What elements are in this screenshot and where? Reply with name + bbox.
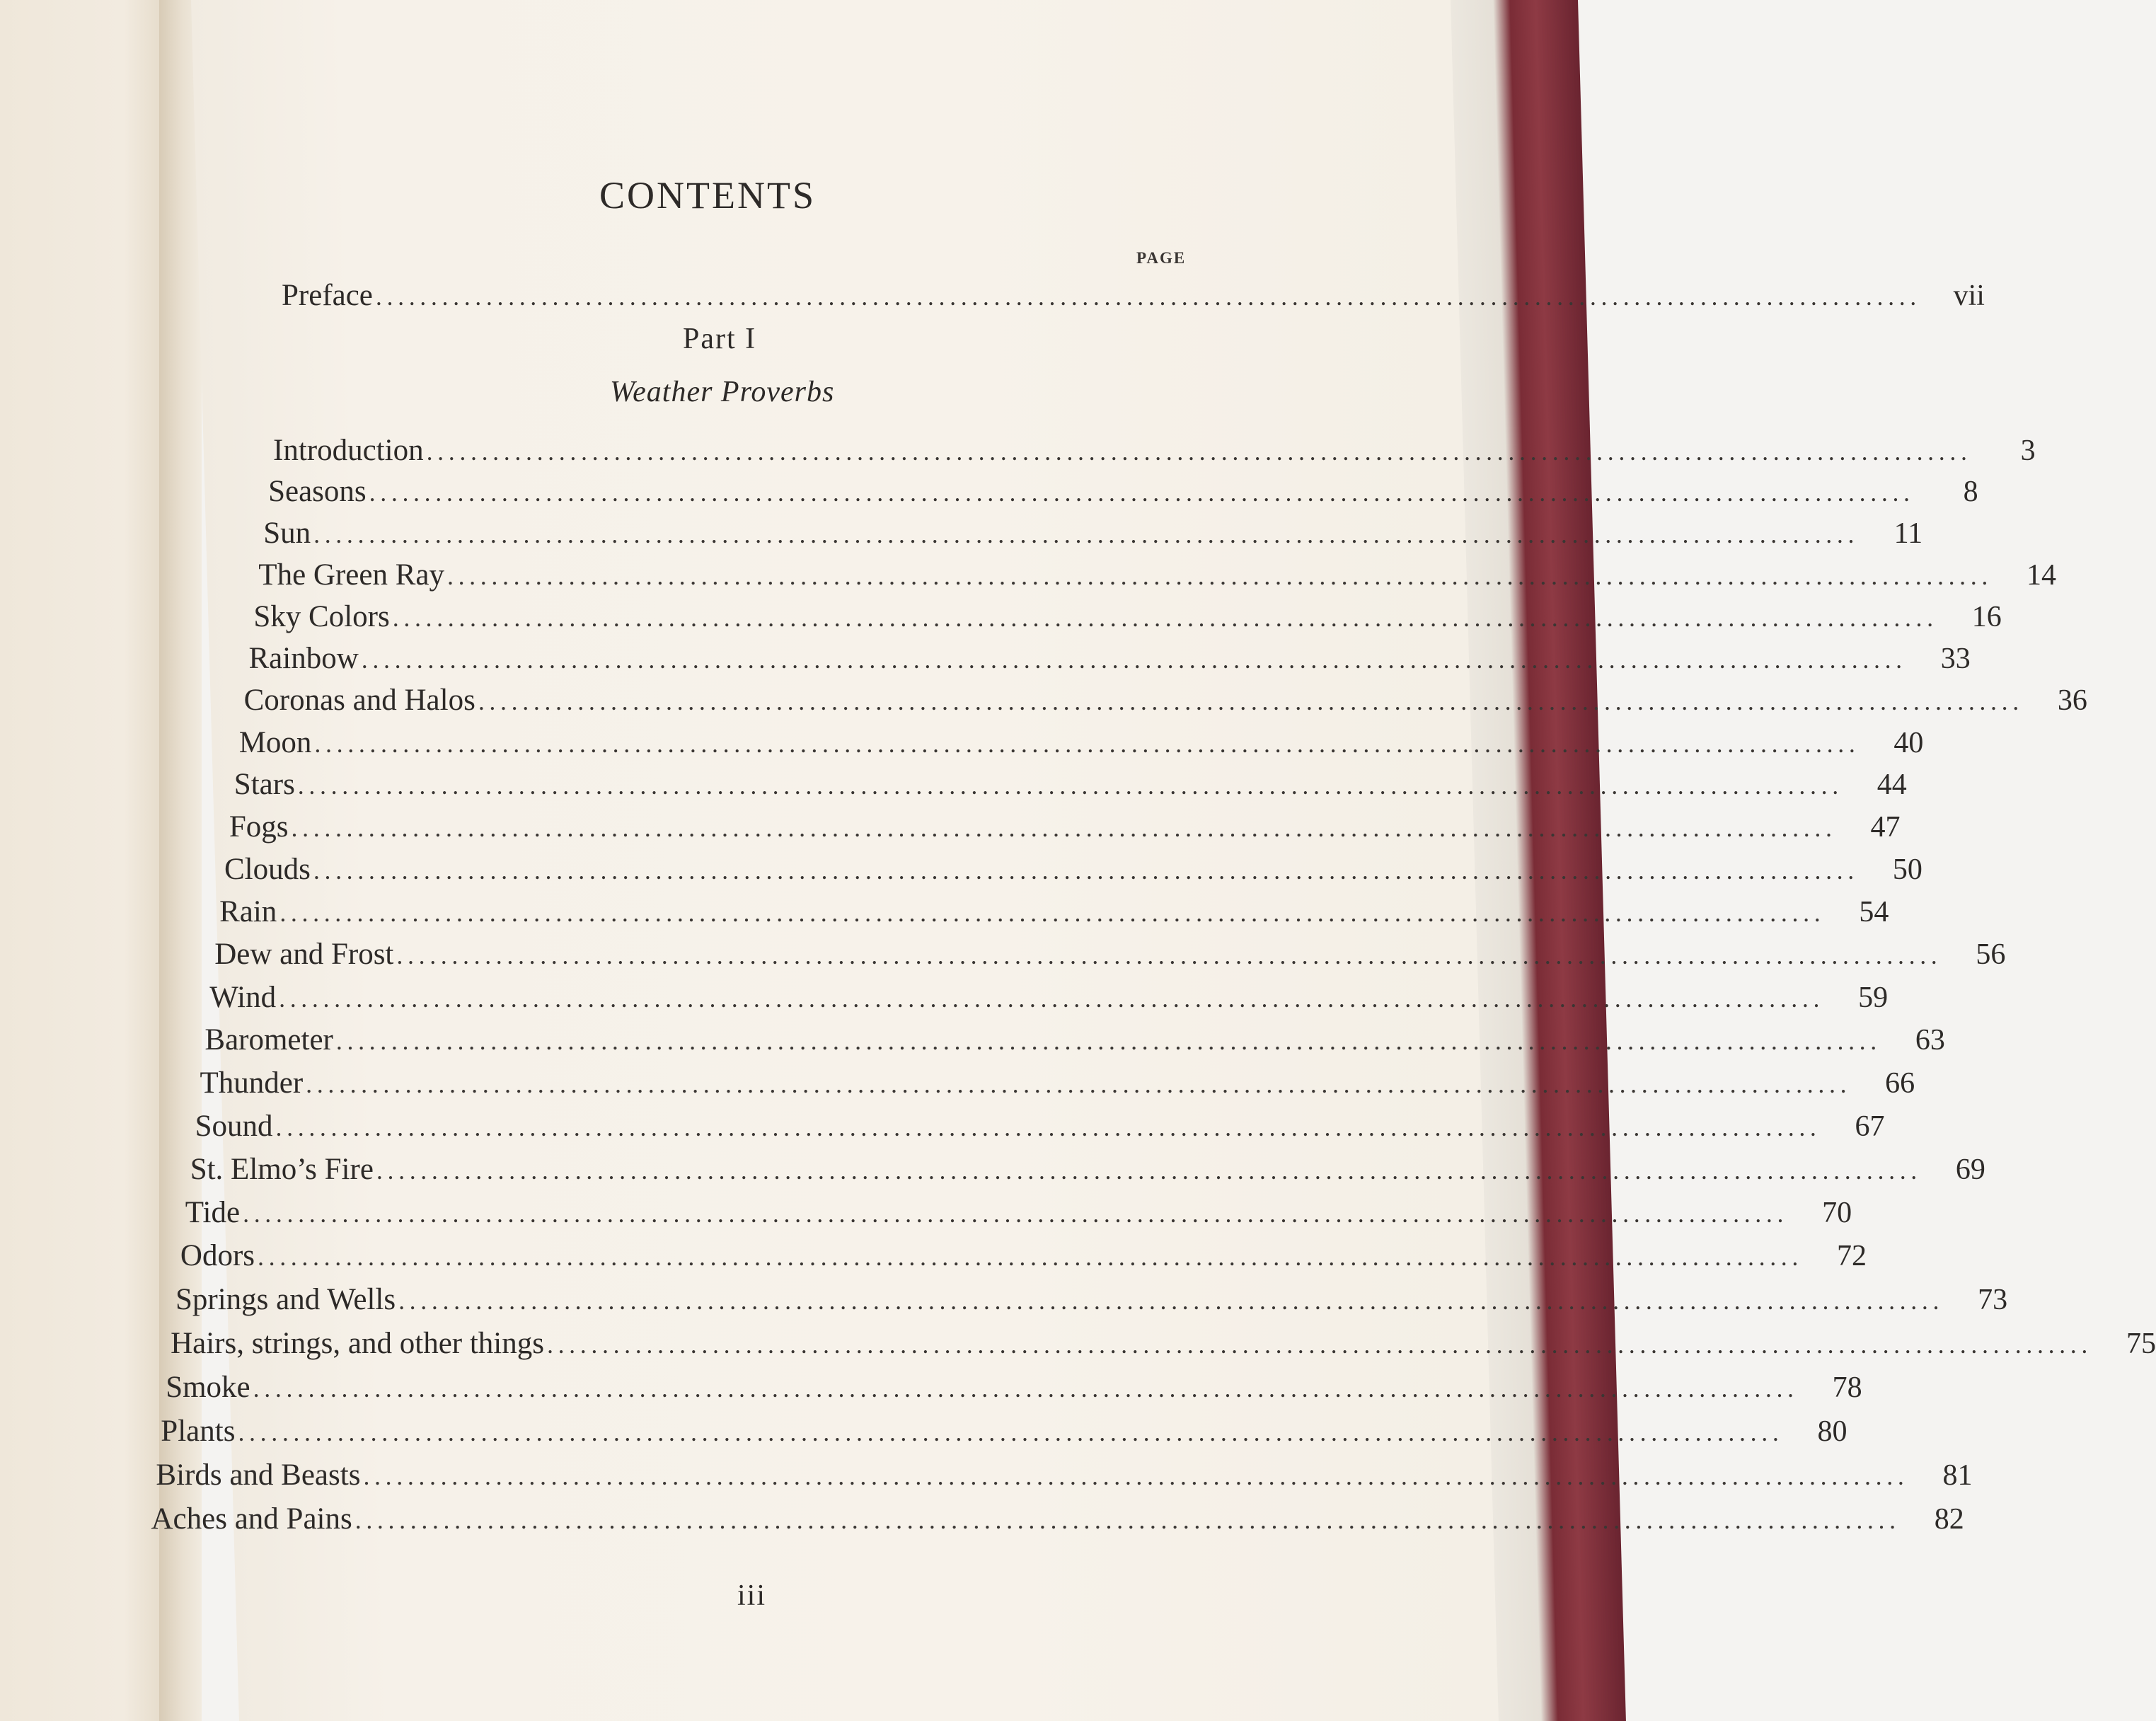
toc-page-number: 47	[1870, 811, 1901, 844]
toc-row	[238, 725, 1924, 759]
toc-page-number: vii	[1953, 280, 1985, 312]
toc-label: Clouds	[224, 853, 311, 886]
page-column-header: PAGE	[1136, 249, 1187, 267]
toc-label: Aches and Pains	[151, 1502, 352, 1536]
toc-label: Hairs, strings, and other things	[171, 1326, 544, 1360]
toc-leader-dots: ............................................................................................................................................	[375, 282, 1921, 311]
toc-row	[171, 1326, 2156, 1360]
toc-label: Seasons	[268, 475, 367, 509]
toc-row-preface	[282, 278, 1985, 312]
toc-row	[248, 641, 1971, 675]
toc-page-number: 8	[1963, 476, 1978, 509]
toc-row	[195, 1109, 1885, 1143]
left-page	[0, 0, 177, 1721]
toc-leader-dots: ............................................................................................................................................	[279, 984, 1825, 1013]
toc-page-number: 40	[1893, 726, 1924, 759]
toc-page-number: 73	[1978, 1284, 2008, 1316]
toc-label: Plants	[161, 1414, 236, 1448]
footer-page-number: iii	[737, 1579, 767, 1612]
toc-row	[200, 1066, 1915, 1100]
toc-leader-dots: ............................................................................................................................................	[279, 899, 1826, 928]
toc-page-number: 70	[1822, 1197, 1852, 1230]
toc-row	[258, 558, 2056, 592]
part-title: Part I	[683, 323, 757, 355]
toc-leader-dots: ............................................................................................................................................	[291, 814, 1837, 843]
toc-page-number: 81	[1942, 1458, 1973, 1492]
toc-page-number: 72	[1837, 1240, 1867, 1273]
toc-row	[263, 516, 1923, 551]
toc-row	[151, 1502, 1964, 1536]
toc-leader-dots: ............................................................................................................................................	[398, 1287, 1944, 1315]
toc-leader-dots: ............................................................................................................................................	[396, 941, 1942, 970]
toc-leader-dots: ............................................................................................................................................	[354, 1506, 1901, 1534]
toc-label: Wind	[209, 980, 277, 1014]
toc-leader-dots: ............................................................................................................................................	[478, 687, 2024, 716]
toc-row	[161, 1414, 1847, 1448]
toc-row	[234, 767, 1907, 802]
toc-row	[156, 1458, 1973, 1492]
toc-page-number: 69	[1955, 1153, 1985, 1186]
toc-label: Introduction	[273, 434, 424, 467]
toc-label: Tide	[185, 1196, 241, 1230]
toc-leader-dots: ............................................................................................................................................	[314, 729, 1860, 758]
toc-label: Sun	[263, 517, 311, 551]
toc-leader-dots: ............................................................................................................................................	[275, 1112, 1821, 1141]
toc-leader-dots: ............................................................................................................................................	[313, 520, 1860, 549]
page-title: CONTENTS	[599, 174, 816, 217]
toc-leader-dots: ............................................................................................................................................	[361, 645, 1907, 674]
toc-leader-dots: ............................................................................................................................................	[426, 437, 1972, 466]
toc-row	[209, 980, 1889, 1014]
toc-leader-dots: ............................................................................................................................................	[313, 856, 1859, 885]
toc-label: Birds and Beasts	[156, 1458, 361, 1492]
toc-row	[185, 1195, 1852, 1230]
toc-leader-dots: ............................................................................................................................................	[297, 771, 1843, 800]
toc-page-number: 3	[2020, 434, 2036, 467]
toc-leader-dots: ............................................................................................................................................	[546, 1330, 2092, 1359]
toc-row	[166, 1370, 1862, 1404]
toc-page-number: 36	[2057, 684, 2087, 718]
toc-page-number: 11	[1893, 517, 1923, 551]
toc-leader-dots: ............................................................................................................................................	[376, 1156, 1922, 1185]
toc-leader-dots: ............................................................................................................................................	[306, 1070, 1852, 1098]
toc-leader-dots: ............................................................................................................................................	[258, 1243, 1803, 1272]
toc-page-number: 63	[1915, 1024, 1945, 1057]
toc-label: Dew and Frost	[214, 938, 394, 972]
toc-page-number: 54	[1859, 896, 1889, 929]
toc-leader-dots: ............................................................................................................................................	[335, 1027, 1881, 1056]
toc-row	[219, 894, 1889, 929]
toc-row	[268, 474, 1978, 509]
toc-page-number: 75	[2126, 1327, 2156, 1360]
toc-row	[204, 1023, 1945, 1057]
toc-label: Preface	[282, 279, 373, 312]
toc-label: Rain	[219, 895, 277, 929]
toc-row	[180, 1238, 1867, 1273]
toc-leader-dots: ............................................................................................................................................	[392, 603, 1938, 632]
toc-row	[214, 937, 2006, 972]
toc-row	[175, 1282, 2008, 1316]
toc-leader-dots: ............................................................................................................................................	[238, 1417, 1784, 1446]
toc-page-number: 67	[1855, 1110, 1885, 1143]
toc-label: The Green Ray	[258, 558, 444, 592]
toc-row	[224, 852, 1922, 886]
toc-label: Rainbow	[248, 642, 359, 675]
toc-row	[253, 599, 2002, 633]
toc-label: Thunder	[200, 1066, 304, 1100]
toc-page-number: 59	[1858, 981, 1889, 1014]
toc-page-number: 80	[1817, 1415, 1847, 1448]
toc-label: St. Elmo’s Fire	[190, 1152, 374, 1186]
toc-page-number: 14	[2026, 558, 2056, 592]
toc-page-number: 56	[1976, 938, 2006, 972]
toc-label: Moon	[238, 725, 312, 759]
toc-row	[273, 433, 2036, 467]
toc-leader-dots: ............................................................................................................................................	[369, 478, 1915, 507]
toc-page-number: 16	[1971, 600, 2002, 633]
toc-row	[229, 810, 1901, 844]
toc-row	[190, 1152, 1985, 1186]
toc-label: Sky Colors	[253, 599, 390, 633]
toc-label: Springs and Wells	[175, 1283, 396, 1316]
toc-page-number: 78	[1832, 1371, 1862, 1404]
toc-label: Odors	[180, 1239, 255, 1273]
toc-label: Smoke	[166, 1370, 250, 1404]
toc-label: Stars	[234, 768, 295, 802]
toc-leader-dots: ............................................................................................................................................	[446, 561, 1993, 590]
toc-page-number: 33	[1940, 643, 1971, 675]
toc-leader-dots: ............................................................................................................................................	[363, 1461, 1909, 1490]
toc-label: Coronas and Halos	[243, 684, 475, 718]
toc-page-number: 50	[1892, 853, 1922, 886]
toc-row	[243, 683, 2087, 718]
toc-label: Sound	[195, 1109, 273, 1143]
toc-leader-dots: ............................................................................................................................................	[253, 1374, 1799, 1403]
toc-label: Barometer	[204, 1023, 333, 1057]
toc-page-number: 44	[1877, 769, 1907, 802]
toc-page-number: 66	[1885, 1067, 1915, 1100]
toc-leader-dots: ............................................................................................................................................	[243, 1199, 1789, 1228]
toc-label: Fogs	[229, 810, 289, 844]
part-subtitle: Weather Proverbs	[610, 376, 835, 408]
toc-page-number: 82	[1934, 1503, 1964, 1536]
